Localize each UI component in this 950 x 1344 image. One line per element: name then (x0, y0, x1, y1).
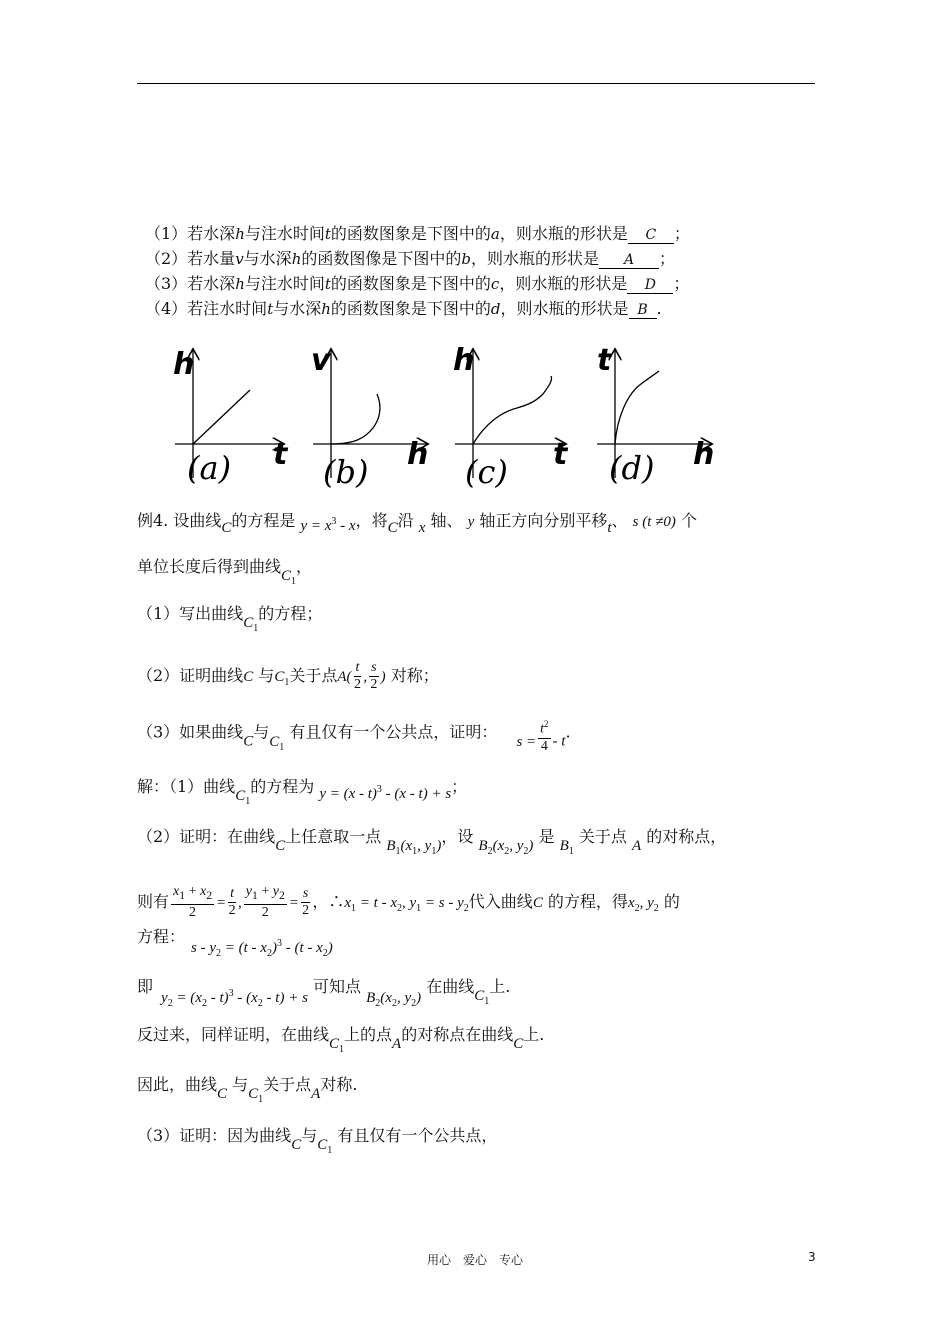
solution-4 (137, 926, 333, 965)
fraction: $\frac{y_1 + y_2}{2}$ (245, 884, 285, 920)
text: 上. (523, 1025, 545, 1044)
variable: d (490, 300, 501, 318)
math: C (243, 669, 254, 685)
text: 上. (489, 977, 511, 996)
item-text: 的函数图象是下图中的 (330, 299, 491, 318)
variable: b (461, 250, 471, 268)
fraction: $\frac{t^2}{4}$ (538, 716, 550, 755)
solution-8 (137, 1125, 497, 1162)
math: C (243, 733, 254, 750)
solution-2 (137, 826, 726, 863)
item-text: ； (673, 224, 690, 243)
example-line-2 (137, 556, 312, 593)
math: A (632, 838, 642, 854)
text: 的方程是 (231, 511, 296, 530)
math: s = (516, 733, 537, 750)
variable: t (324, 275, 331, 293)
text: 与 (253, 722, 270, 742)
item-text: ，则水瓶的形状是 (499, 224, 628, 243)
math: C (221, 520, 232, 536)
text: 关于点 (289, 666, 338, 685)
example-q1 (137, 603, 322, 640)
graph-caption: (c) (465, 453, 508, 491)
math: = (288, 894, 299, 911)
text: 反过来，同样证明，在曲线 (137, 1025, 330, 1044)
curve-b (331, 394, 380, 444)
solution-6 (137, 1024, 544, 1061)
math: $C_1$ (329, 1036, 345, 1055)
item-4 (145, 298, 662, 320)
text: 的对称点， (646, 827, 727, 846)
math: $C_1$ (248, 1086, 264, 1105)
function-graphs (165, 338, 725, 498)
math: A (311, 1086, 321, 1102)
math: , (238, 894, 242, 911)
header-rule (137, 83, 815, 84)
text: 代入曲线 (468, 891, 533, 911)
math: $C_1$ (317, 1137, 333, 1156)
variable: h (235, 275, 245, 293)
math: $x_1 = t - x_2$, $y_1 = s - y_2$ (344, 894, 469, 914)
math: t (607, 520, 612, 536)
text: （1）写出曲线 (137, 604, 244, 623)
answer-blank: D (627, 277, 673, 294)
item-text: 与注水时间 (244, 224, 325, 243)
text: 因此，曲线 (137, 1075, 218, 1094)
item-text: （1）若水深 (145, 224, 236, 243)
math: ) (380, 669, 386, 685)
math: $y_2 = (x_2 - t)^3 - (x_2 - t) + s$ (161, 988, 308, 1009)
text: 关于点 (578, 827, 627, 846)
y-label: v (311, 343, 331, 378)
text: 即 (137, 977, 154, 996)
math: $C_1$ (243, 615, 259, 634)
text: （2）证明：在曲线 (137, 827, 276, 846)
text: 、 (611, 511, 628, 530)
math: y = (x - t)$^3$ - (x - t) + s (319, 784, 452, 802)
text: 上任意取一点 (285, 827, 382, 846)
math: C (291, 1137, 302, 1153)
variable: t (267, 300, 274, 318)
variable: h (235, 225, 245, 243)
item-text: （4）若注水时间 (145, 299, 268, 318)
graph-caption: (d) (609, 449, 655, 487)
item-text: （2）若水量 (145, 249, 236, 268)
math: $C_1$ (269, 733, 285, 753)
text: 与 (232, 1075, 249, 1094)
text: 沿 (397, 511, 414, 530)
text: 的方程为 (250, 777, 315, 796)
x-label: h (693, 437, 715, 472)
graph-a (173, 347, 289, 487)
item-3 (145, 273, 689, 295)
text: 是 (538, 827, 555, 846)
math: = (216, 894, 227, 911)
item-text: 的函数图象是下图中的 (330, 224, 491, 243)
math: $B_1$ (559, 838, 574, 857)
item-text: ，则水瓶的形状是 (499, 274, 628, 293)
math: $B_2(x_2$, $y_2$) (366, 990, 422, 1009)
fraction: $\frac{s}{2}$ (370, 660, 378, 692)
item-text: ，则水瓶的形状是 (500, 299, 629, 318)
fraction: $\frac{s}{2}$ (302, 885, 310, 918)
math: A (392, 1036, 402, 1052)
text: 在曲线 (426, 977, 475, 996)
math: C (275, 838, 286, 854)
item-text: （3）若水深 (145, 274, 236, 293)
text: 有且仅有一个公共点，证明： (289, 722, 498, 742)
text: 例4. 设曲线 (137, 511, 222, 530)
math: $x_2$, $y_2$ (627, 894, 659, 914)
math: C (532, 894, 543, 911)
text: 个 (680, 511, 697, 530)
text: 解：（1）曲线 (137, 777, 236, 796)
graph-c (453, 343, 569, 491)
text: （3）证明：因为曲线 (137, 1126, 292, 1145)
answer-blank: B (629, 302, 657, 319)
page-footer: 用心 爱心 专心 (426, 1253, 523, 1267)
text: 与 (301, 1126, 318, 1145)
solution-1 (137, 776, 467, 813)
text: . (565, 722, 571, 742)
graph-b (311, 343, 428, 491)
text: ； (451, 777, 468, 796)
text: 单位长度后得到曲线 (137, 557, 282, 576)
math: x (418, 520, 426, 536)
variable: c (490, 275, 500, 293)
math: C (217, 1086, 228, 1102)
text: ，设 (441, 827, 474, 846)
text: 与 (258, 666, 275, 685)
math: s (t ≠0) (632, 514, 676, 530)
item-text: 与水深 (273, 299, 322, 318)
math: $C_1$ (281, 568, 297, 587)
answer-blank: C (628, 227, 674, 244)
item-text: 的函数图像是下图中的 (301, 249, 462, 268)
fraction: $\frac{t}{2}$ (228, 885, 236, 918)
text: ，将 (355, 511, 388, 530)
item-2 (145, 248, 675, 270)
math: $s - y_2 = (t - x_2)^3 - (t - x_2)$ (191, 938, 333, 959)
math: $C_1$ (274, 669, 290, 688)
math: $C_1$ (235, 788, 251, 807)
variable: h (291, 250, 302, 268)
text: （2）证明曲线 (137, 666, 244, 685)
variable: h (321, 300, 331, 318)
text: 上的点 (344, 1025, 393, 1044)
curve-a (193, 390, 250, 444)
graph-d (597, 343, 714, 487)
curve-c (473, 376, 552, 444)
variable: a (490, 225, 500, 243)
math: , (363, 669, 368, 685)
example-q2 (137, 660, 439, 694)
text: 轴、 (430, 511, 463, 530)
example-line-1 (137, 510, 697, 539)
text: 的方程； (258, 604, 323, 623)
text: （3）如果曲线 (137, 722, 244, 742)
text: 轴正方向分别平移 (479, 511, 608, 530)
text: ， (296, 557, 313, 576)
math: $y = x^3 - x$ (300, 516, 356, 534)
solution-5 (137, 976, 510, 1015)
text: 关于点 (263, 1075, 312, 1094)
item-text: ； (673, 274, 690, 293)
text: 对称； (390, 666, 439, 685)
math: A( (337, 669, 352, 685)
item-text: 与注水时间 (244, 274, 325, 293)
y-label: h (173, 347, 195, 382)
fraction: $\frac{x_1 + x_2}{2}$ (173, 884, 213, 920)
solution-3 (137, 884, 680, 921)
variable: t (324, 225, 331, 243)
x-label: t (273, 437, 288, 472)
text: ，∴ (312, 891, 345, 911)
example-q3 (137, 716, 571, 759)
text: 对称. (320, 1075, 358, 1094)
text: 的 (663, 891, 680, 911)
x-label: h (407, 437, 429, 472)
graph-caption: (b) (323, 453, 369, 491)
math: C (513, 1036, 524, 1052)
page-number: 3 (808, 1250, 816, 1264)
item-text: 的函数图象是下图中的 (330, 274, 491, 293)
text: 方程： (137, 927, 186, 946)
item-text: ，则水瓶的形状是 (470, 249, 599, 268)
y-label: h (453, 343, 475, 378)
text: 的方程，得 (547, 891, 628, 911)
text: 有且仅有一个公共点， (337, 1126, 498, 1145)
text: 的对称点在曲线 (401, 1025, 514, 1044)
item-1 (145, 223, 690, 245)
curve-d (615, 371, 659, 444)
graph-caption: (a) (187, 449, 232, 487)
solution-7 (137, 1074, 357, 1111)
math: - t (552, 733, 566, 750)
item-text: 与水深 (243, 249, 292, 268)
text: 可知点 (313, 977, 362, 996)
fraction: $\frac{t}{2}$ (353, 660, 361, 692)
math: $C_1$ (474, 988, 490, 1007)
item-text: . (656, 299, 662, 318)
variable: v (235, 250, 244, 268)
math: y (467, 514, 475, 530)
math: $B_1(x_1$, $y_1$) (386, 838, 442, 857)
text: 则有 (137, 891, 170, 911)
answer-blank: A (599, 252, 659, 269)
x-label: t (553, 437, 568, 472)
math: C (387, 520, 398, 536)
math: $B_2(x_2$, $y_2$) (478, 838, 534, 857)
item-text: ； (659, 249, 676, 268)
y-label: t (597, 343, 612, 378)
